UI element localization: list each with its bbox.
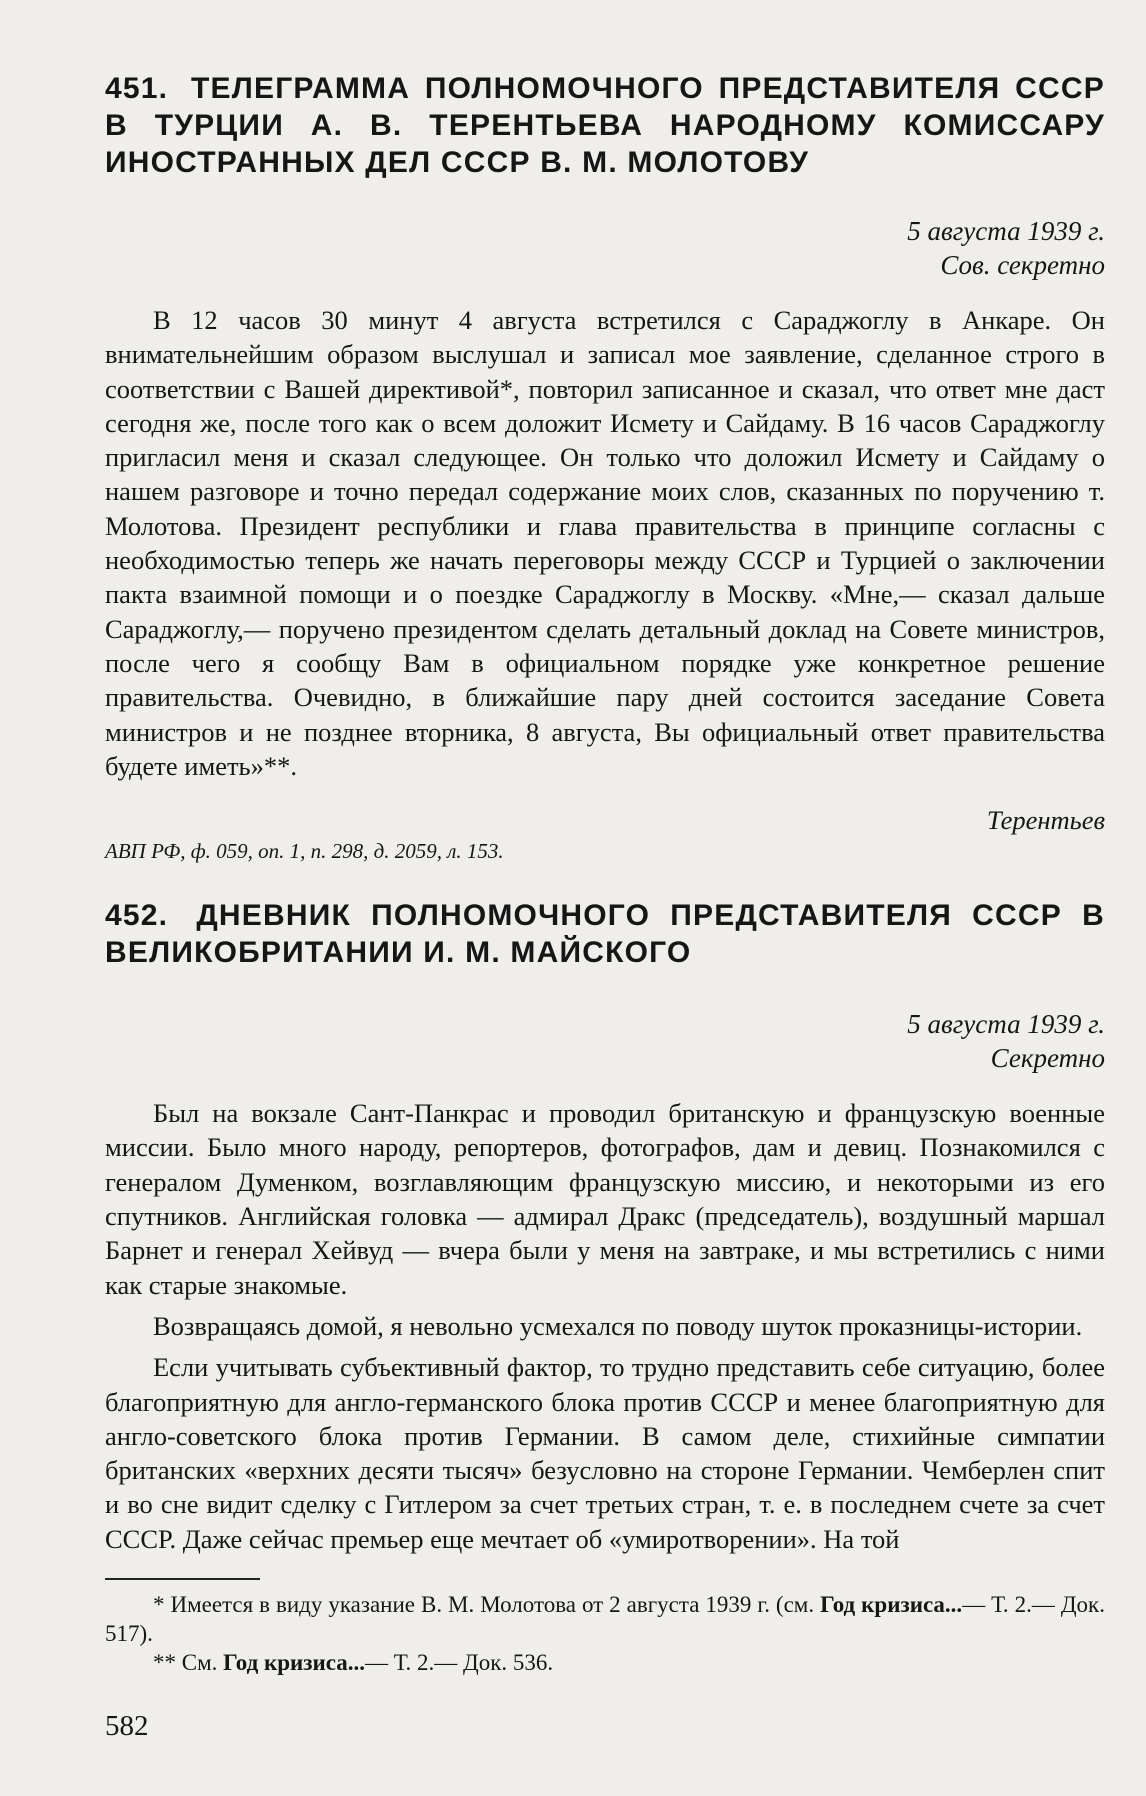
footnote-1-reference: — Т. 2.— Док. 517). xyxy=(105,1592,1105,1647)
doc-452-number: 452. xyxy=(105,899,169,933)
doc-451-heading xyxy=(105,70,1105,181)
doc-452-date: 5 августа 1939 г. xyxy=(907,1009,1105,1040)
document-page xyxy=(105,70,1105,1677)
page-number: 582 xyxy=(105,1710,149,1742)
doc-451-archive-reference: АВП РФ, ф. 059, оп. 1, п. 298, д. 2059, л. 153. xyxy=(105,839,504,864)
footnote-2-source-title: Год кризиса... xyxy=(223,1650,366,1676)
footnote-1 xyxy=(105,1590,1105,1648)
footnote-2-reference: — Т. 2.— Док. 536. xyxy=(365,1650,554,1676)
footnote-1-source-title: Год кризиса... xyxy=(820,1592,963,1618)
footnote-2 xyxy=(105,1648,1105,1677)
doc-452-paragraph-3: Если учитывать субъективный фактор, то трудно представить себе ситуацию, более благоприятную для англо-германского блока против СССР и менее благоприятную для англо-советского блока против Германии. В самом деле, стихийные симпатии британских «верхних десяти тысяч» безусловно на стороне Германии. Чемберлен спит и во сне видит сделку с Гитлером за счет третьих стран, т. е. в последнем счете за счет СССР. Даже сейчас премьер еще мечтает об «умиротворении». На той xyxy=(105,1352,1105,1554)
doc-451-date: 5 августа 1939 г. xyxy=(907,216,1105,246)
doc-451-number: 451. xyxy=(105,72,169,105)
doc-451-paragraph-1: В 12 часов 30 минут 4 августа встретился с Сараджоглу в Анкаре. Он внимательнейшим образом выслушал и записал мое заявление, сделанное строго в соответствии с Вашей директивой*, повторил записанное и сказал, что ответ мне даст сегодня же, после того как о всем доложит Исмету и Сайдаму. В 16 часов Сараджоглу пригласил меня и сказал следующее. Он только что доложил Исмету и Сайдаму о нашем разговоре и точно передал содержание моих слов, сказанных по поручению т. Молотова. Президент республики и глава правительства в принципе согласны с необходимостью теперь же начать переговоры между СССР и Турцией о заключении пакта взаимной помощи и о поездке Сараджоглу в Москву. «Мне,— сказал дальше Сараджоглу,— поручено президентом сделать детальный доклад на Совете министров, после чего я сообщу Вам в официальном порядке уже конкретное решение правительства. Очевидно, в ближайшие пару дней состоится заседание Совета министров и не позднее вторника, 8 августа, Вы официальный ответ правительства будете иметь»**. xyxy=(105,305,1105,781)
doc-451-signature: Терентьев xyxy=(986,805,1105,836)
footnote-2-text: ** См. xyxy=(153,1650,224,1676)
footnote-1-text: * Имеется в виду указание В. М. Молотова от 2 августа 1939 г. (см. xyxy=(153,1592,821,1618)
doc-451-title: ТЕЛЕГРАММА ПОЛНОМОЧНОГО ПРЕДСТАВИТЕЛЯ СССР В ТУРЦИИ А. В. ТЕРЕНТЬЕВА НАРОДНОМУ КОМИССАРУ ИНОСТРАННЫХ ДЕЛ СССР В. М. МОЛОТОВУ xyxy=(105,72,1105,179)
doc-452-title: ДНЕВНИК ПОЛНОМОЧНОГО ПРЕДСТАВИТЕЛЯ СССР В ВЕЛИКОБРИТАНИИ И. М. МАЙСКОГО xyxy=(105,899,1105,970)
doc-452-paragraph-1: Был на вокзале Сант-Панкрас и проводил британскую и французскую военные миссии. Было много народу, репортеров, фотографов, дам и девиц. Познакомился с генералом Думенком, возглавляющим французскую миссию, и некоторыми из его спутников. Английская головка — адмирал Дракс (председатель), воздушный маршал Барнет и генерал Хейвуд — вчера были у меня на завтраке, и мы встретились с ними как старые знакомые. xyxy=(105,1098,1105,1300)
doc-452-paragraph-2: Возвращаясь домой, я невольно усмехался по поводу шуток проказницы-истории. xyxy=(153,1310,1083,1341)
doc-452-heading xyxy=(105,897,1105,971)
doc-452-classification: Секретно xyxy=(990,1043,1105,1074)
doc-451-classification: Сов. секретно xyxy=(940,250,1105,280)
